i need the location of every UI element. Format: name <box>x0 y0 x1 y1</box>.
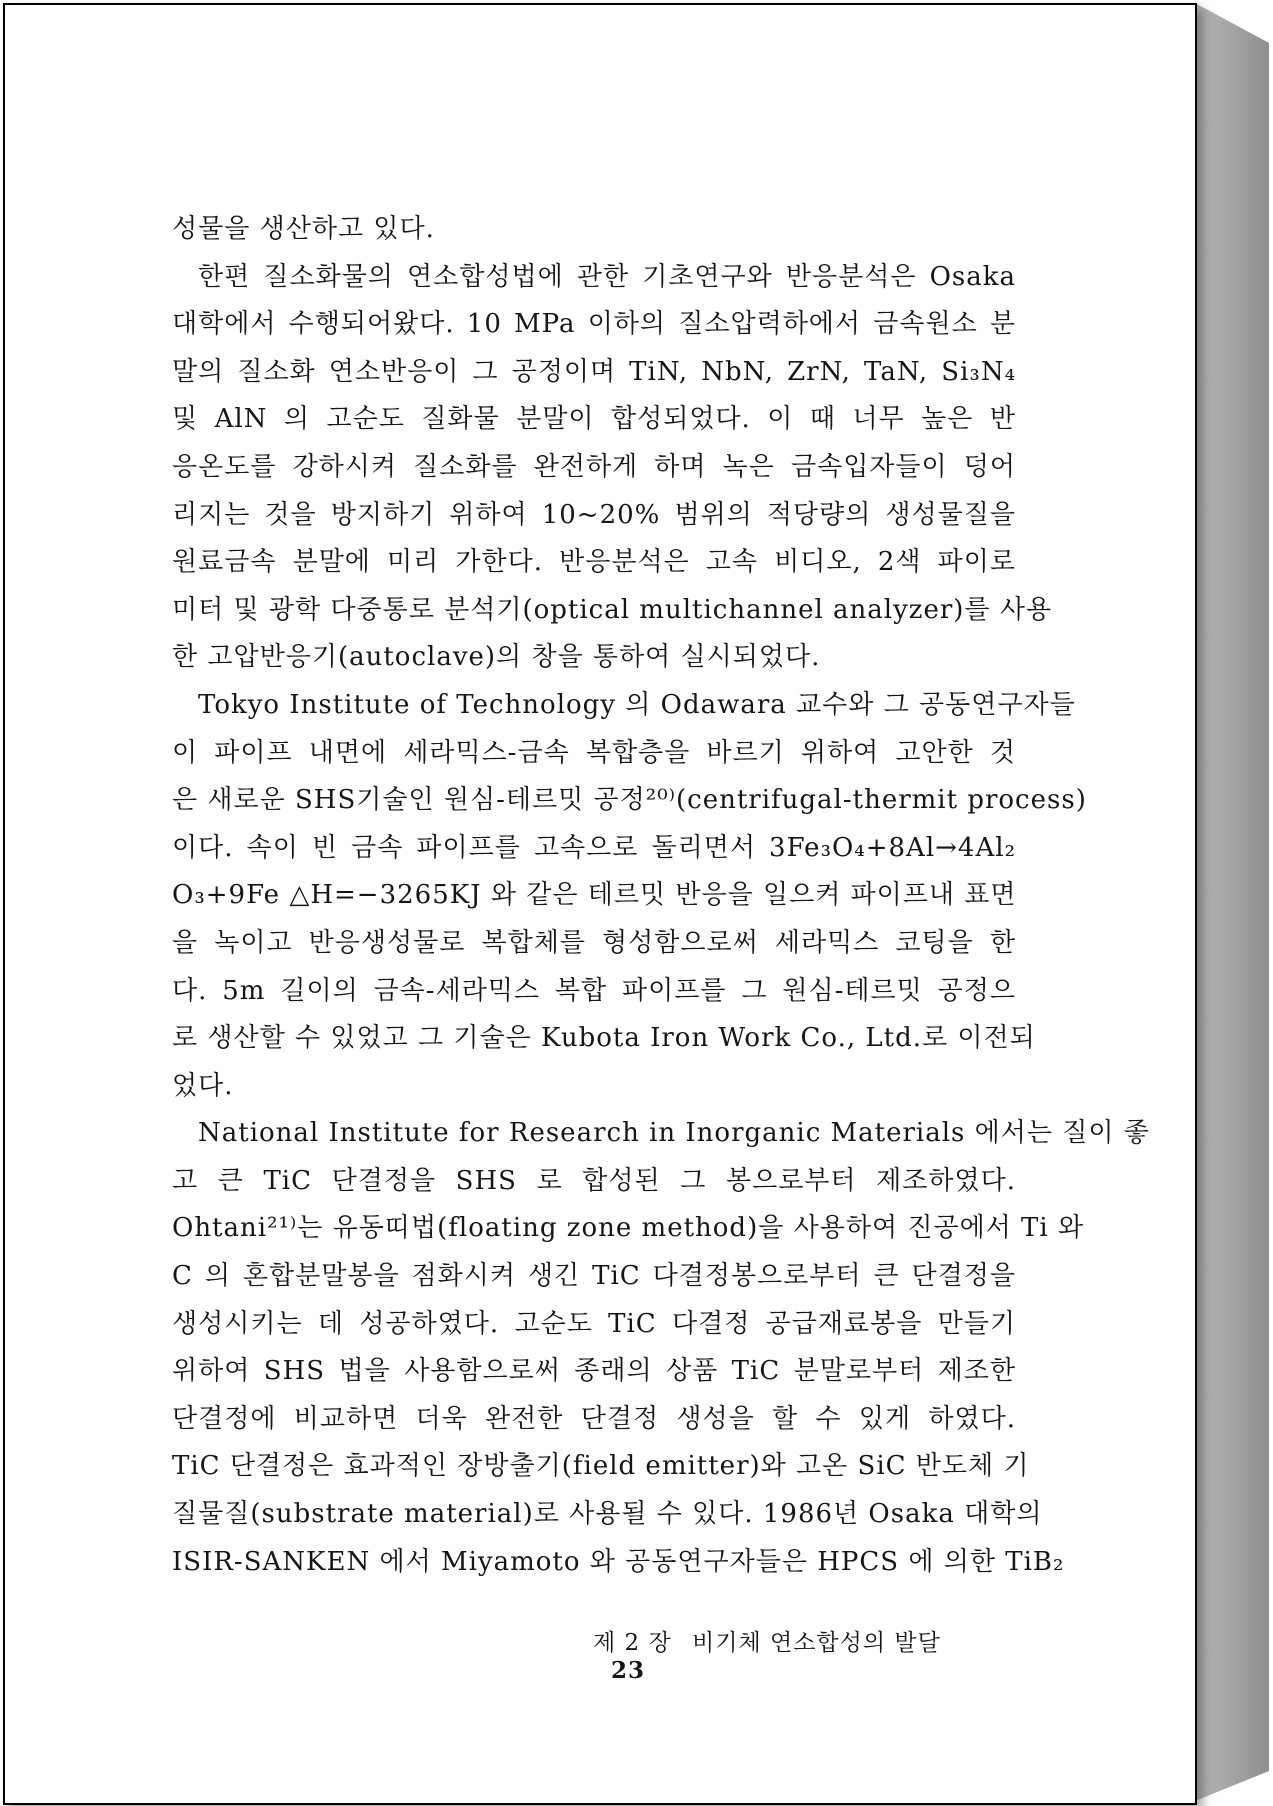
text-line: Ohtani²¹⁾는 유동띠법(floating zone method)을 사용하여 진공에서 Ti 와 <box>172 1213 1085 1244</box>
text-line: TiC 단결정은 효과적인 장방출기(field emitter)와 고온 SiC 반도체 기 <box>172 1451 1030 1482</box>
text-line: 말의 질소화 연소반응이 그 공정이며 TiN, NbN, ZrN, TaN, Si₃N₄ <box>172 356 1016 387</box>
text-line: 은 새로운 SHS기술인 원심-테르밋 공정²⁰⁾(centrifugal-thermit process) <box>172 785 1087 816</box>
text-line: 고 큰 TiC 단결정을 SHS 로 합성된 그 봉으로부터 제조하였다. <box>172 1165 1016 1196</box>
text-line: O₃+9Fe △H=−3265KJ 와 같은 테르밋 반응을 일으켜 파이프내 표면 <box>172 880 1017 911</box>
text-line: 원료금속 분말에 미리 가한다. 반응분석은 고속 비디오, 2색 파이로 <box>172 547 1016 578</box>
text-line: 다. 5m 길이의 금속-세라믹스 복합 파이프를 그 원심-테르밋 공정으 <box>172 975 1016 1006</box>
text-line: 및 AlN 의 고순도 질화물 분말이 합성되었다. 이 때 너무 높은 반 <box>172 404 1016 435</box>
page-number: 23 <box>611 1657 646 1684</box>
text-line: 위하여 SHS 법을 사용함으로써 종래의 상품 TiC 분말로부터 제조한 <box>172 1356 1016 1387</box>
body-text <box>172 206 1150 1586</box>
text-line: 이다. 속이 빈 금속 파이프를 고속으로 돌리면서 3Fe₃O₄+8Al→4Al₂ <box>172 832 1016 863</box>
text-line: 을 녹이고 반응생성물로 복합체를 형성함으로써 세라믹스 코팅을 한 <box>172 927 1016 958</box>
text-line: ISIR-SANKEN 에서 Miyamoto 와 공동연구자들은 HPCS 에 의한 TiB₂ <box>172 1546 1065 1577</box>
page-edge-shadow <box>1195 3 1269 1801</box>
text-line: 로 생산할 수 있었고 그 기술은 Kubota Iron Work Co., Ltd.로 이전되 <box>172 1023 1036 1054</box>
text-line: 미터 및 광학 다중통로 분석기(optical multichannel analyzer)를 사용 <box>172 594 1053 625</box>
text-line: 었다. <box>172 1070 234 1101</box>
text-line: National Institute for Research in Inorganic Materials 에서는 질이 좋 <box>198 1118 1150 1149</box>
text-line: 단결정에 비교하면 더욱 완전한 단결정 생성을 할 수 있게 하였다. <box>172 1403 1016 1434</box>
text-line: Tokyo Institute of Technology 의 Odawara 교수와 그 공동연구자들 <box>198 689 1076 720</box>
text-line: 대학에서 수행되어왔다. 10 MPa 이하의 질소압력하에서 금속원소 분 <box>172 309 1016 340</box>
text-line: 한편 질소화물의 연소합성법에 관한 기초연구와 반응분석은 Osaka <box>198 261 1016 292</box>
text-line: 응온도를 강하시켜 질소화를 완전하게 하며 녹은 금속입자들이 덩어 <box>172 451 1016 482</box>
text-line: 성물을 생산하고 있다. <box>172 214 435 244</box>
text-line: 리지는 것을 방지하기 위하여 10~20% 범위의 적당량의 생성물질을 <box>172 499 1016 530</box>
text-line: 이 파이프 내면에 세라믹스-금속 복합층을 바르기 위하여 고안한 것 <box>172 737 1016 768</box>
text-line: 한 고압반응기(autoclave)의 창을 통하여 실시되었다. <box>172 642 821 673</box>
text-line: 질물질(substrate material)로 사용될 수 있다. 1986년 Osaka 대학의 <box>172 1499 1043 1530</box>
text-line: 생성시키는 데 성공하였다. 고순도 TiC 다결정 공급재료봉을 만들기 <box>172 1308 1016 1339</box>
chapter-title: 비기체 연소합성의 발달 <box>692 1630 941 1656</box>
page-footer <box>593 1624 993 1684</box>
text-line: C 의 혼합분말봉을 점화시켜 생긴 TiC 다결정봉으로부터 큰 단결정을 <box>172 1261 1016 1292</box>
chapter-label: 제 2 장 <box>593 1630 672 1656</box>
